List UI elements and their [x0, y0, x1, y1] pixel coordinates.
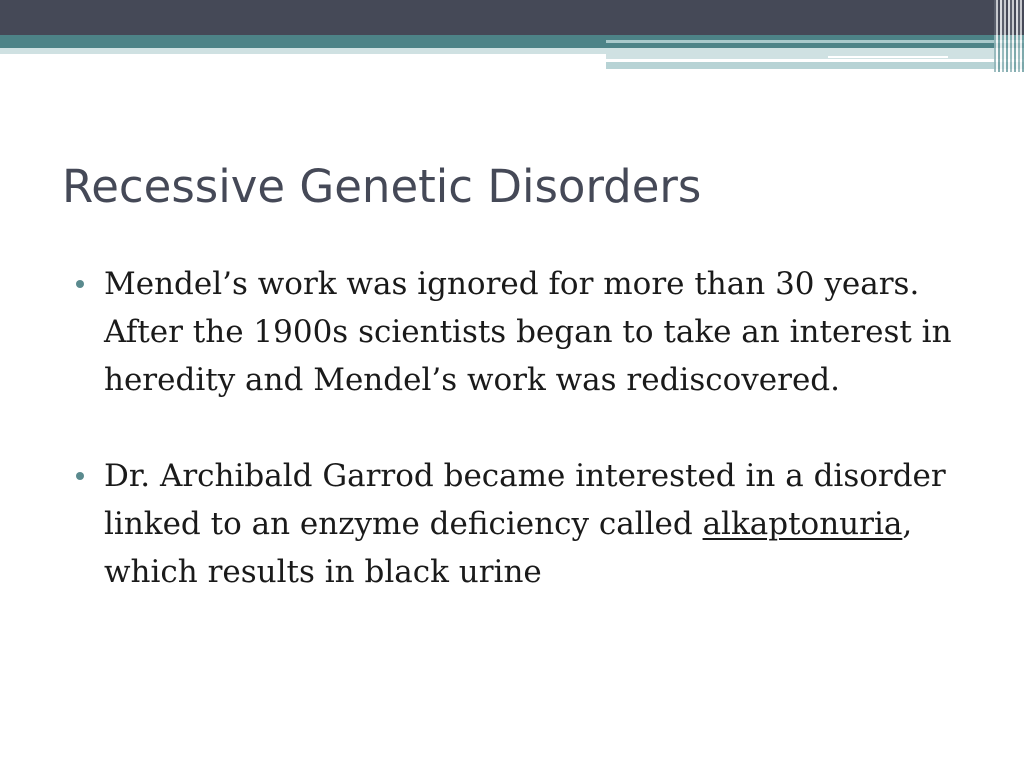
bullet-dot-icon: [76, 472, 84, 480]
header-vertical-bars-top: [994, 0, 1024, 35]
bullet-text: Mendel’s work was ignored for more than 30 years. After the 1900s scientists began to take an interest in heredity and Mendel’s work was rediscovered.: [104, 266, 952, 398]
header-stripe-highlight: [828, 56, 948, 58]
bullet-item: [76, 260, 976, 404]
slide-title: Recessive Genetic Disorders: [62, 160, 702, 213]
bullet-list: [76, 260, 976, 596]
bullet-text-after: , which results in black urine: [104, 506, 913, 590]
bullet-text-before: Dr. Archibald Garrod became interested in a disorder linked to an enzyme deficiency called: [104, 458, 946, 542]
bullet-dot-icon: [76, 280, 84, 288]
underlined-term: alkaptonuria: [702, 506, 903, 542]
header-stripe: [606, 40, 1024, 43]
bullet-item: [76, 452, 976, 596]
header-stripe: [606, 52, 1024, 59]
header-dark-band: [0, 0, 1024, 35]
header-stripe: [606, 62, 1024, 69]
